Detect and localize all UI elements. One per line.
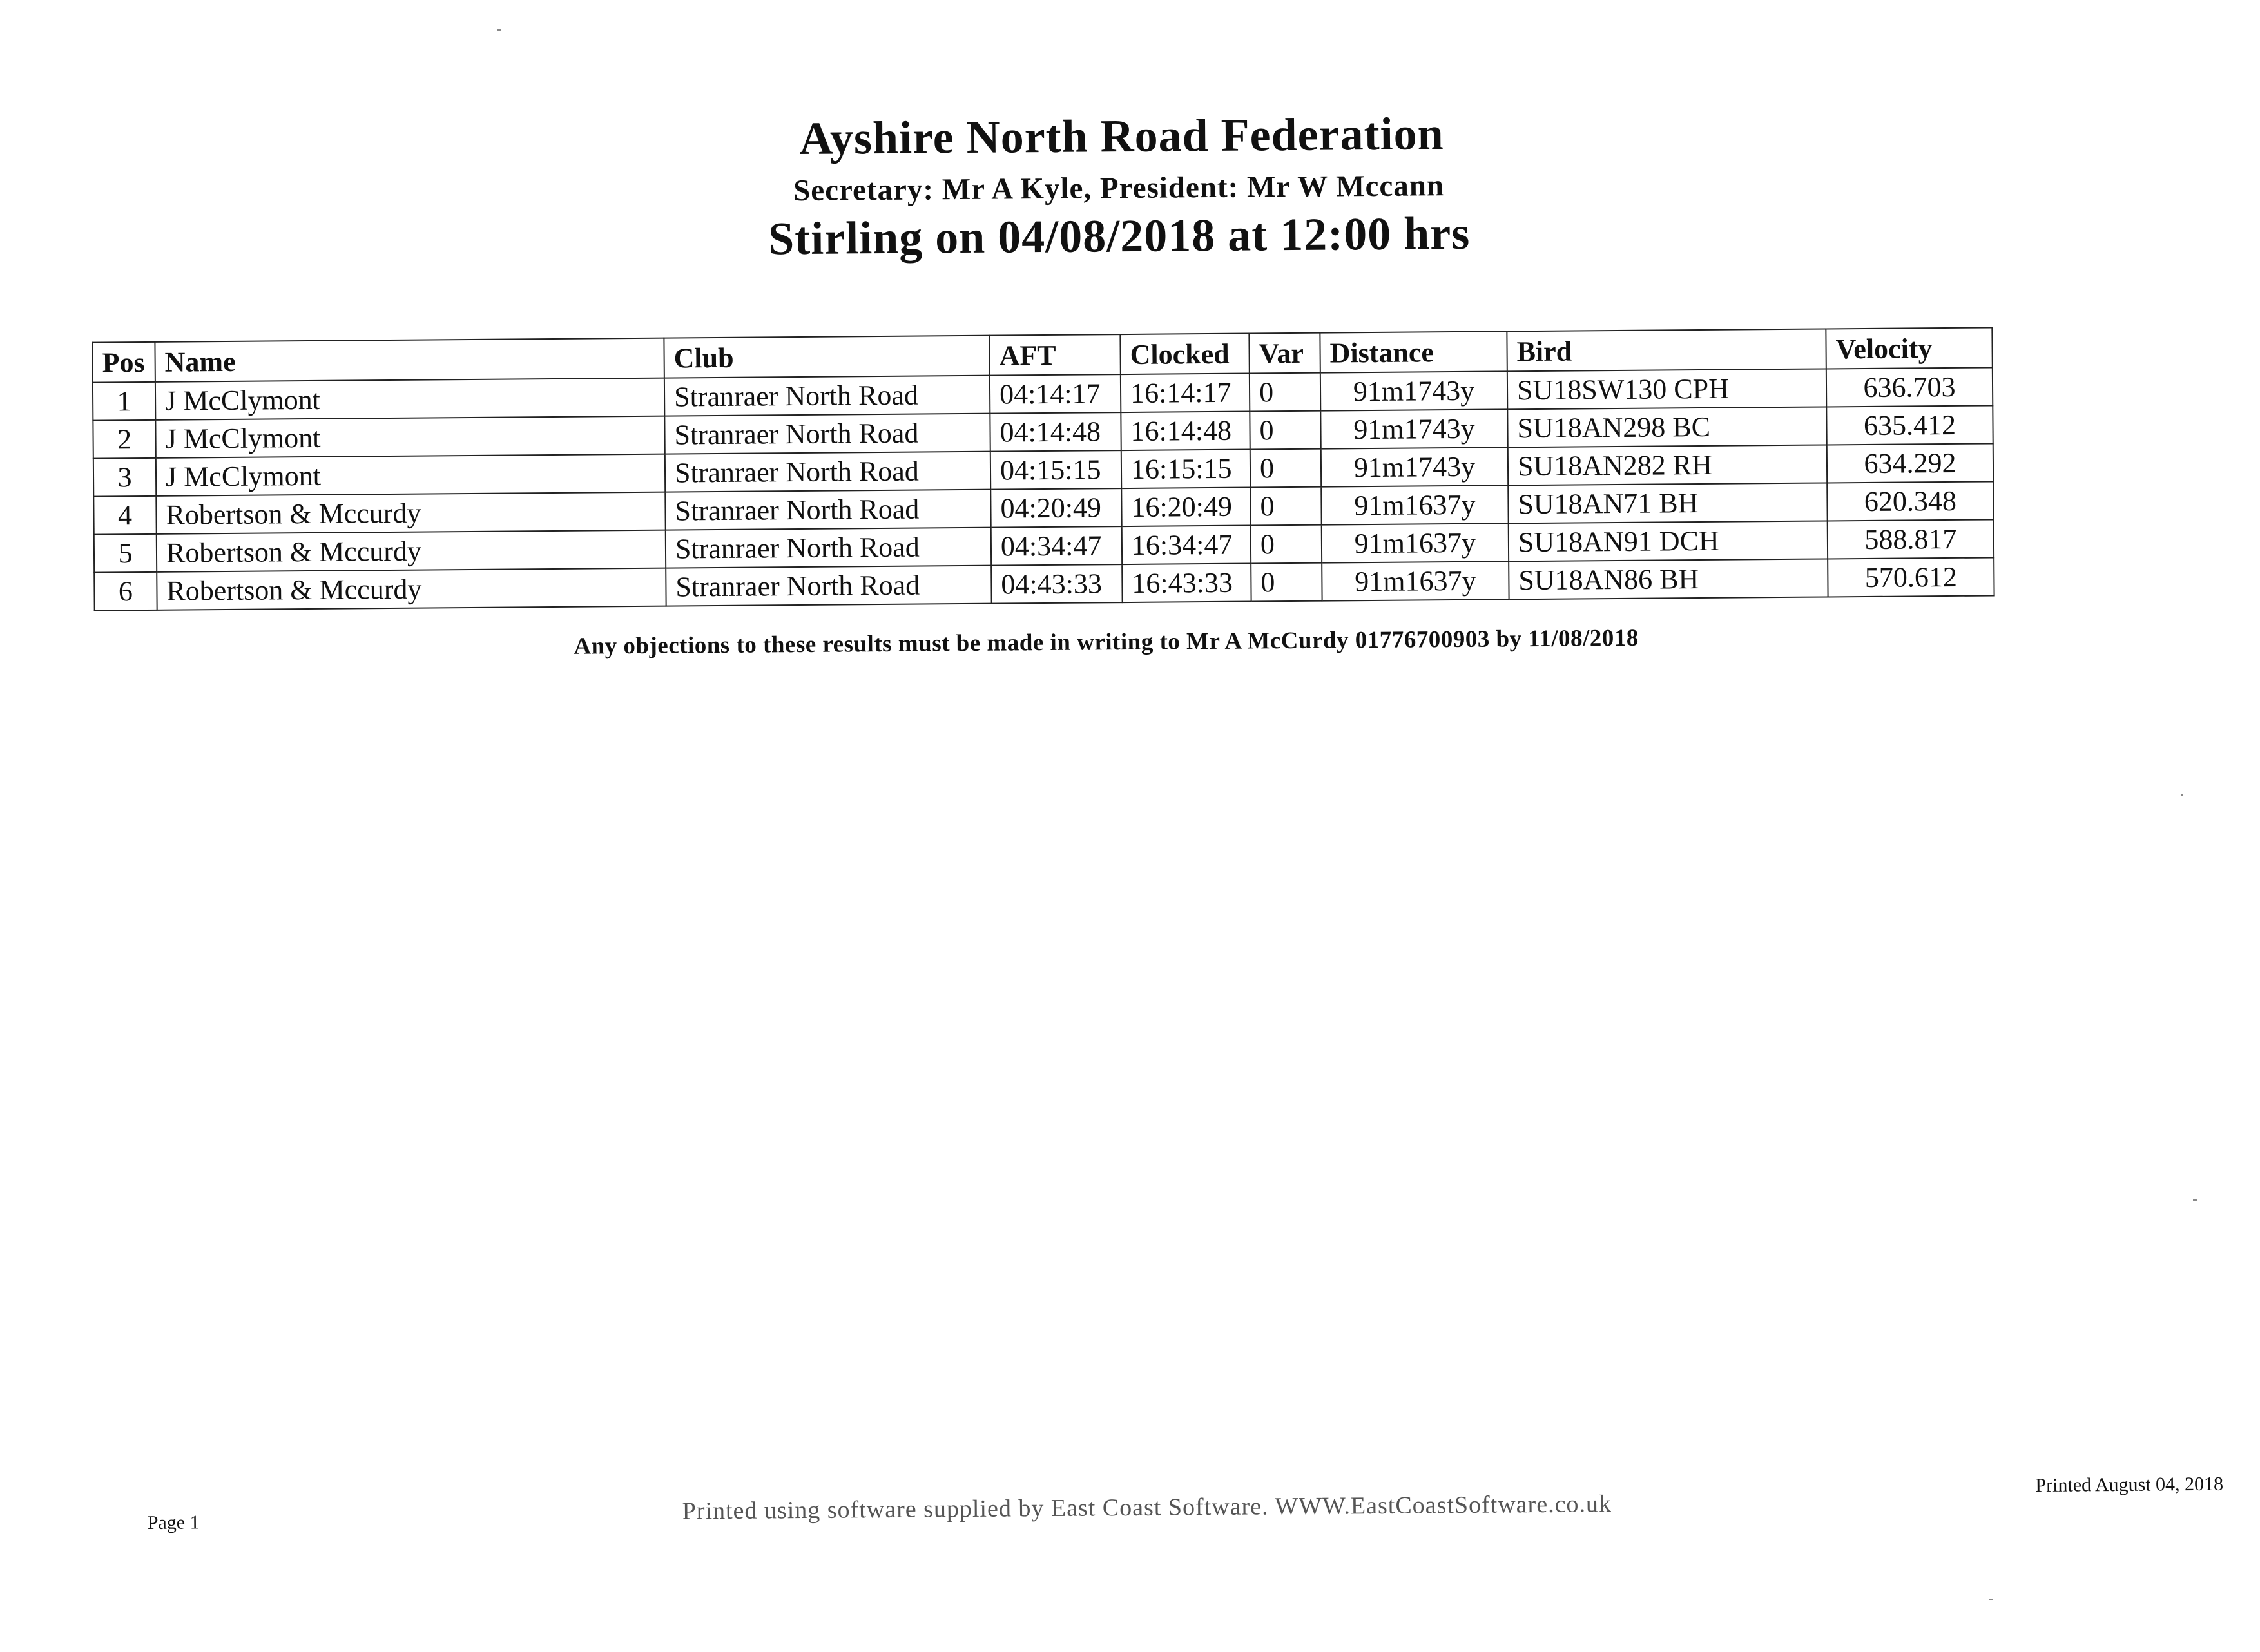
- scan-speck: [1989, 1599, 1993, 1600]
- cell-aft: 04:20:49: [990, 488, 1121, 528]
- cell-velocity: 635.412: [1826, 405, 1993, 445]
- scan-speck: [2193, 1199, 2197, 1201]
- federation-title: Ayshire North Road Federation: [799, 108, 1444, 164]
- cell-bird: SU18SW130 CPH: [1507, 369, 1826, 409]
- cell-var: 0: [1251, 563, 1322, 602]
- cell-name: J McClymont: [155, 378, 664, 420]
- cell-distance: 91m1743y: [1320, 371, 1507, 410]
- cell-club: Stranraer North Road: [666, 566, 991, 606]
- cell-distance: 91m1637y: [1321, 485, 1508, 524]
- page-number: Page 1: [147, 1512, 200, 1534]
- column-header-aft: AFT: [989, 334, 1120, 376]
- cell-pos: 5: [94, 534, 157, 573]
- cell-clocked: 16:43:33: [1122, 564, 1251, 603]
- cell-distance: 91m1637y: [1322, 523, 1509, 562]
- cell-clocked: 16:15:15: [1121, 450, 1250, 489]
- cell-bird: SU18AN282 RH: [1508, 445, 1827, 485]
- printed-date: Printed August 04, 2018: [2035, 1473, 2224, 1496]
- cell-clocked: 16:14:17: [1121, 374, 1250, 413]
- column-header-name: Name: [155, 338, 664, 382]
- objection-notice: Any objections to these results must be made in writing to Mr A McCurdy 01776700903 by 11/08/2018: [574, 624, 1639, 660]
- cell-bird: SU18AN91 DCH: [1509, 521, 1828, 561]
- column-header-bird: Bird: [1507, 329, 1826, 371]
- cell-var: 0: [1250, 411, 1320, 450]
- cell-name: J McClymont: [156, 454, 665, 496]
- cell-aft: 04:14:17: [990, 374, 1121, 414]
- cell-club: Stranraer North Road: [665, 490, 990, 530]
- column-header-clocked: Clocked: [1120, 334, 1249, 375]
- cell-name: Robertson & Mccurdy: [156, 492, 665, 534]
- race-heading: Stirling on 04/08/2018 at 12:00 hrs: [768, 207, 1471, 265]
- cell-pos: 2: [93, 420, 155, 459]
- cell-aft: 04:15:15: [990, 450, 1121, 490]
- column-header-pos: Pos: [92, 342, 155, 383]
- column-header-velocity: Velocity: [1826, 327, 1992, 369]
- cell-bird: SU18AN298 BC: [1507, 407, 1826, 447]
- cell-pos: 1: [93, 382, 155, 421]
- results-table: [92, 327, 1994, 611]
- cell-aft: 04:34:47: [991, 526, 1122, 566]
- cell-pos: 3: [93, 458, 156, 497]
- cell-clocked: 16:20:49: [1121, 488, 1250, 527]
- cell-club: Stranraer North Road: [665, 452, 990, 492]
- cell-pos: 6: [94, 572, 157, 611]
- cell-name: Robertson & Mccurdy: [157, 530, 666, 572]
- cell-name: J McClymont: [155, 416, 664, 458]
- cell-var: 0: [1250, 449, 1321, 488]
- scan-speck: [497, 29, 501, 31]
- cell-var: 0: [1251, 525, 1322, 564]
- cell-bird: SU18AN86 BH: [1509, 559, 1828, 599]
- cell-club: Stranraer North Road: [664, 376, 990, 416]
- cell-velocity: 620.348: [1827, 481, 1993, 521]
- cell-distance: 91m1637y: [1322, 561, 1509, 600]
- cell-distance: 91m1743y: [1321, 447, 1508, 486]
- cell-name: Robertson & Mccurdy: [157, 568, 666, 610]
- cell-distance: 91m1743y: [1320, 409, 1507, 448]
- cell-velocity: 588.817: [1828, 519, 1994, 559]
- cell-pos: 4: [93, 496, 156, 535]
- cell-var: 0: [1250, 487, 1321, 526]
- cell-clocked: 16:34:47: [1122, 526, 1251, 565]
- officials-line: Secretary: Mr A Kyle, President: Mr W Mccann: [793, 169, 1445, 208]
- cell-var: 0: [1250, 373, 1320, 412]
- column-header-club: Club: [664, 336, 989, 378]
- column-header-distance: Distance: [1320, 331, 1507, 372]
- cell-clocked: 16:14:48: [1121, 412, 1250, 451]
- cell-velocity: 634.292: [1827, 443, 1993, 483]
- cell-aft: 04:14:48: [990, 412, 1121, 452]
- cell-velocity: 636.703: [1826, 367, 1993, 407]
- cell-bird: SU18AN71 BH: [1508, 483, 1827, 523]
- cell-aft: 04:43:33: [991, 564, 1122, 604]
- column-header-var: Var: [1249, 333, 1320, 374]
- cell-club: Stranraer North Road: [664, 414, 990, 454]
- cell-velocity: 570.612: [1828, 557, 1994, 597]
- software-credit: Printed using software supplied by East Coast Software. WWW.EastCoastSoftware.co.uk: [682, 1490, 1612, 1525]
- cell-club: Stranraer North Road: [666, 528, 991, 568]
- scan-speck: [2181, 794, 2183, 796]
